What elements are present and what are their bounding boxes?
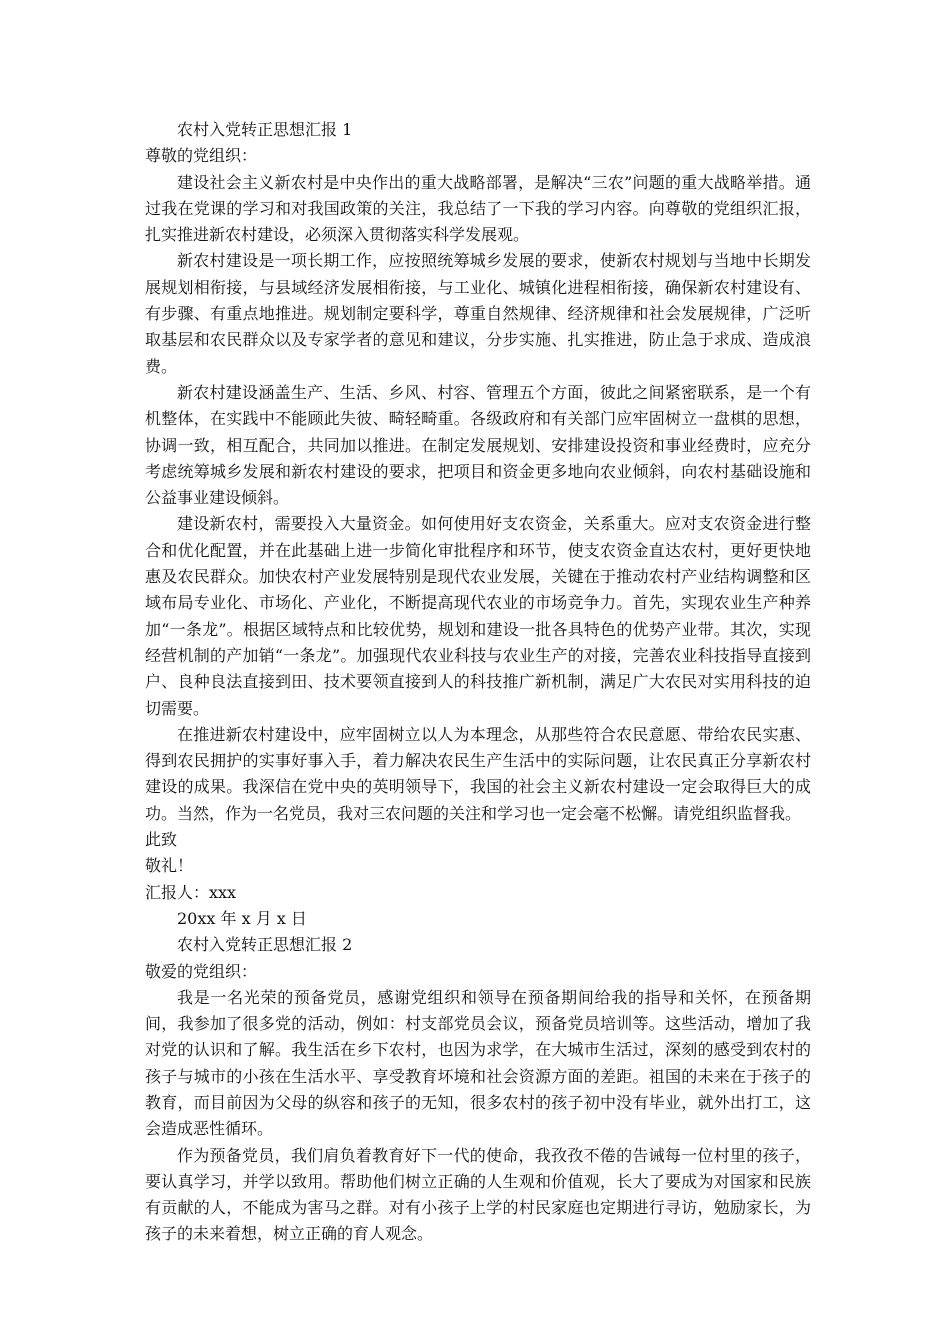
report-1-paragraph: 建设社会主义新农村是中央作出的重大战略部署，是解决“三农”问题的重大战略举措。通过我在党课的学习和对我国政策的关注，我总结了一下我的学习内容。向尊敬的党组织汇报，扎实推进新农村建设，必须深入贯彻落实科学发展观。 (145, 172, 811, 245)
report-1-salutation: 尊敬的党组织： (145, 146, 258, 166)
report-1-closing-jing-li: 敬礼！ (145, 856, 194, 876)
report-1-reporter: 汇报人：xxx (145, 882, 237, 902)
report-1-paragraph: 新农村建设是一项长期工作，应按照统筹城乡发展的要求，使新农村规划与当地中长期发展规划相衔接，与县域经济发展相衔接，与工业化、城镇化进程相衔接，确保新农村建设有、有步骤、有重点地推进。规划制定要科学，尊重自然规律、经济规律和社会发展规律，广泛听取基层和农民群众以及专家学者的意见和建议，分步实施、扎实推进，防止急于求成、造成浪费。 (145, 251, 811, 376)
report-1-closing-ci-zhi: 此致 (145, 830, 178, 850)
report-2-paragraph: 我是一名光荣的预备党员，感谢党组织和领导在预备期间给我的指导和关怀，在预备期间，我参加了很多党的活动，例如：村支部党员会议，预备党员培训等。这些活动，增加了我对党的认识和了解。我生活在乡下农村，也因为求学，在大城市生活过，深刻的感受到农村的孩子与城市的小孩在生活水平、享受教育坏境和社会资源方面的差距。祖国的未来在于孩子的教育，而目前因为父母的纵容和孩子的无知，很多农村的孩子初中没有毕业，就外出打工，这会造成恶性循环。 (145, 987, 811, 1139)
report-2-title: 农村入党转正思想汇报 2 (177, 935, 353, 955)
report-1-date: 20xx 年 x 月 x 日 (177, 908, 307, 928)
report-1-paragraph: 在推进新农村建设中，应牢固树立以人为本理念，从那些符合农民意愿、带给农民实惠、得到农民拥护的实事好事入手，着力解决农民生产生活中的实际问题，让农民真正分享新农村建设的成果。我深信在党中央的英明领导下，我国的社会主义新农村建设一定会取得巨大的成功。当然，作为一名党员，我对三农问题的关注和学习也一定会毫不松懈。请党组织监督我。 (145, 724, 811, 823)
report-2-salutation: 敬爱的党组织： (145, 961, 258, 981)
report-1-paragraph: 建设新农村，需要投入大量资金。如何使用好支农资金，关系重大。应对支农资金进行整合和优化配置，并在此基础上进一步简化审批程序和环节，使支农资金直达农村，更好更快地惠及农民群众。加快农村产业发展特别是现代农业发展，关键在于推动农村产业结构调整和区域布局专业化、市场化、产业化，不断提高现代农业的市场竞争力。首先，实现农业生产种养加“一条龙”。根据区域特点和比较优势，规划和建设一批各具特色的优势产业带。其次，实现经营机制的产加销“一条龙”。加强现代农业科技与农业生产的对接，完善农业科技指导直接到户、良种良法直接到田、技术要领直接到人的科技推广新机制，满足广大农民对实用科技的迫切需要。 (145, 514, 811, 718)
document-body (145, 117, 811, 1248)
report-1-paragraph: 新农村建设涵盖生产、生活、乡风、村容、管理五个方面，彼此之间紧密联系，是一个有机整体，在实践中不能顾此失彼、畸轻畸重。各级政府和有关部门应牢固树立一盘棋的思想，协调一致，相互配合，共同加以推进。在制定发展规划、安排建设投资和事业经费时，应充分考虑统筹城乡发展和新农村建设的要求，把项目和资金更多地向农业倾斜，向农村基础设施和公益事业建设倾斜。 (145, 382, 811, 508)
report-1-title: 农村入党转正思想汇报 1 (177, 120, 353, 139)
report-2-paragraph: 作为预备党员，我们肩负着教育好下一代的使命，我孜孜不倦的告诫每一位村里的孩子，要认真学习，并学以致用。帮助他们树立正确的人生观和价值观，长大了要成为对国家和民族有贡献的人，不能成为害马之群。对有小孩子上学的村民家庭也定期进行寻访，勉励家长，为孩子的未来着想，树立正确的育人观念。 (145, 1145, 811, 1244)
